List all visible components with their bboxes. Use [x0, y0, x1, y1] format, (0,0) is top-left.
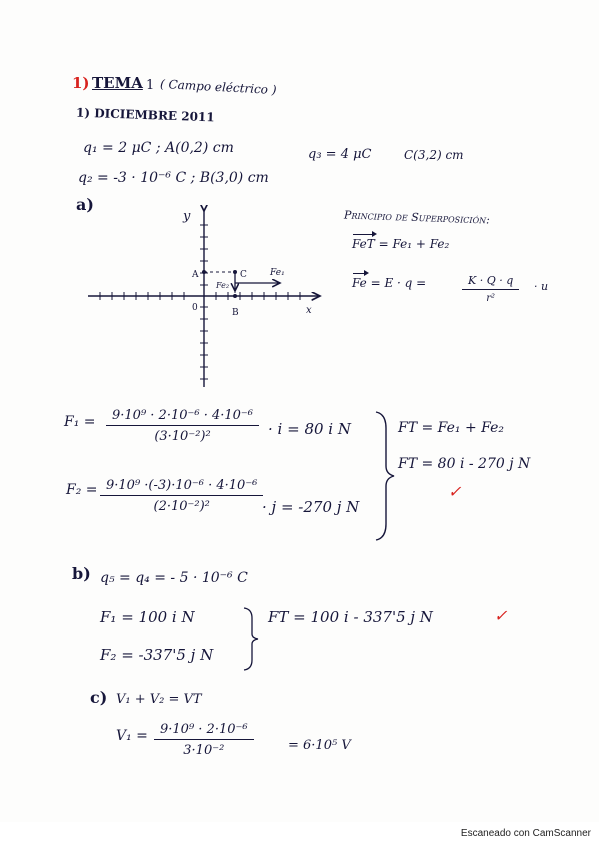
camscanner-footer: Escaneado con CamScanner	[460, 828, 591, 839]
header-number: 1)	[72, 74, 90, 92]
part-b-f1: F₁ = 100 i N	[100, 608, 195, 626]
coordinate-graph	[80, 205, 330, 395]
point-b-dot	[233, 294, 237, 298]
principle-title: Principio de Superposición:	[343, 208, 491, 227]
ft-result: FT = 80 i - 270 j N	[398, 456, 531, 472]
part-b-check-mark: ✓	[494, 606, 508, 625]
v1-numerator: 9·10⁹ · 2·10⁻⁶	[154, 722, 254, 740]
charge-q1: q₁ = 2 μC ; A(0,2) cm	[83, 140, 234, 156]
y-axis-label: y	[183, 209, 191, 224]
coulomb-numerator: K · Q · q	[462, 274, 519, 290]
origin-label: 0	[192, 303, 198, 313]
field-eq-row	[352, 276, 426, 290]
f1-lhs: F₁ =	[64, 414, 96, 430]
point-b-label: B	[232, 308, 239, 318]
part-a-label: a)	[76, 195, 94, 214]
x-axis-label: x	[306, 305, 312, 316]
part-b-label: b)	[72, 564, 91, 583]
part-b-ft: FT = 100 i - 337'5 j N	[268, 608, 433, 626]
v1-result: = 6·10⁵ V	[288, 738, 351, 753]
f1-denominator: (3·10⁻²)²	[154, 429, 211, 444]
v1-denominator: 3·10⁻²	[183, 743, 225, 758]
principle-eq: = Fe₁ + Fe₂	[378, 237, 450, 251]
part-a-check-mark: ✓	[448, 482, 462, 501]
charge-q3: q₃ = 4 μC	[308, 147, 372, 162]
v1-fraction	[154, 722, 254, 758]
f1-fraction	[106, 408, 259, 444]
part-b-f2: F₂ = -337'5 j N	[100, 646, 214, 664]
principle-eq-row	[352, 237, 449, 251]
q4-q5-values: q₅ = q₄ = - 5 · 10⁻⁶ C	[100, 570, 248, 586]
point-c-label: C	[240, 270, 247, 280]
fe2-label: Fe₂	[216, 281, 230, 290]
f2-lhs: F₂ =	[66, 482, 98, 498]
brace-part-a	[370, 408, 400, 543]
problem-title: 1) DICIEMBRE 2011	[75, 105, 215, 125]
point-a-dot	[202, 270, 206, 274]
coulomb-denominator: r²	[486, 293, 496, 304]
f2-fraction	[100, 478, 263, 514]
ft-sum: FT = Fe₁ + Fe₂	[398, 420, 505, 436]
point-c-coords: C(3,2) cm	[404, 148, 464, 162]
field-eq: = E · q =	[370, 276, 427, 290]
f1-result: · i = 80 i N	[268, 420, 351, 438]
f2-result: · j = -270 j N	[262, 498, 360, 516]
field-lhs: Fe	[352, 276, 367, 290]
coulomb-unit: · u	[534, 280, 549, 293]
fe1-label: Fe₁	[270, 268, 285, 278]
potential-sum: V₁ + V₂ = VT	[116, 692, 202, 707]
point-a-label: A	[192, 270, 199, 280]
part-c-label: c)	[90, 688, 108, 707]
coulomb-fraction	[462, 274, 519, 304]
charge-q2: q₂ = -3 · 10⁻⁶ C ; B(3,0) cm	[78, 170, 269, 186]
f1-numerator: 9·10⁹ · 2·10⁻⁶ · 4·10⁻⁶	[106, 408, 259, 426]
f2-denominator: (2·10⁻²)²	[153, 499, 210, 514]
header-tema-number: 1	[146, 78, 155, 93]
brace-part-b	[240, 604, 266, 674]
principle-lhs: FeT	[352, 237, 375, 251]
f2-numerator: 9·10⁹ ·(-3)·10⁻⁶ · 4·10⁻⁶	[100, 478, 263, 496]
header-topic: ( Campo eléctrico )	[159, 76, 277, 98]
header-tema: TEMA	[92, 74, 143, 92]
v1-lhs: V₁ =	[116, 728, 148, 744]
